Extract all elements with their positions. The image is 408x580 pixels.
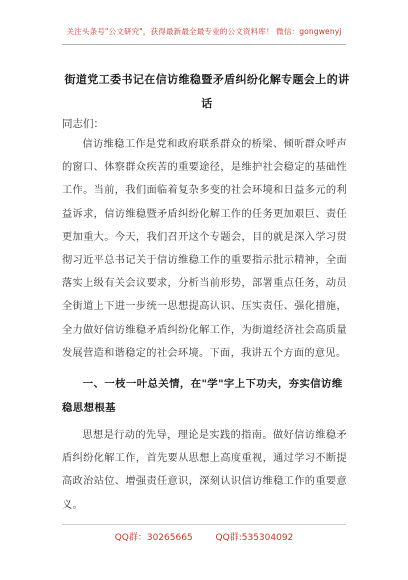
header-divider [62, 44, 346, 45]
salutation: 同志们： [62, 118, 104, 130]
paragraph-section-1: 思想是行动的先导，理论是实践的指南。做好信访维稳矛盾纠纷化解工作，首先要从思想上高度重视，通过学习不断提高政治站位、增强责任意识，深刻认识信访维稳工作的重要意义。 [62, 430, 347, 511]
footer [0, 530, 408, 543]
footer-qq-group-2: QQ群:535304092 [215, 533, 294, 543]
header-banner: 关注头条号"公文研究"，获得最新最全最专业的公文资料库！ 微信：gongwenyj [66, 27, 342, 36]
section-heading-1: 一、一枝一叶总关情，在"学"字上下功夫，夯实信访维稳思想根基 [62, 378, 343, 414]
footer-qq-group-1: QQ群：30265665 [114, 533, 193, 543]
footer-divider [62, 524, 346, 525]
paragraph-intro: 信访维稳工作是党和政府联系群众的桥梁、倾听群众呼声的窗口、体察群众疾苦的重要途径，是维护社会稳定的基础性工作。当前，我们面临着复杂多变的社会环境和日益多元的利益诉求，信访维稳暨矛盾纠纷化解工作的任务更加艰巨、责任更加重大。今天，我们召开这个专题会，目的就是深入学习贯彻习近平总书记关于信访维稳工作的重要指示批示精神，全面落实上级有关会议要求，分析当前形势，部署重点任务，动员全街道上下进一步统一思想提高认识、压实责任、强化措施，全力做好信访维稳矛盾纠纷化解工作，为街道经济社会高质量发展营造和谐稳定的社会环境。下面，我讲五个方面的意见。 [62, 139, 347, 359]
document-title: 街道党工委书记在信访维稳暨矛盾纠纷化解专题会上的讲话 [64, 73, 350, 110]
